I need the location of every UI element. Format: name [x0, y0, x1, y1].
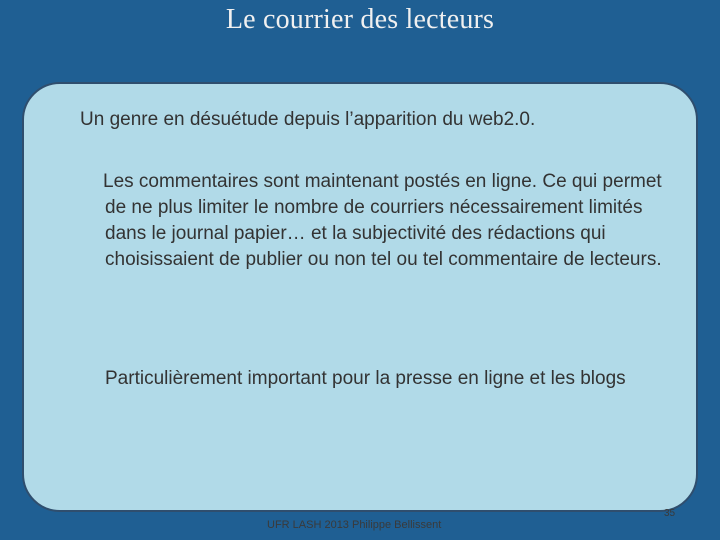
paragraph-intro: Un genre en désuétude depuis l’apparition du web2.0. — [80, 109, 536, 130]
slide-title: Le courrier des lecteurs — [225, 4, 495, 35]
content-box — [22, 82, 698, 512]
paragraph-comments: Les commentaires sont maintenant postés en ligne. Ce qui permet de ne plus limiter le nombre de courriers nécessairement limités dans le journal papier… et la subjectivité des rédactions qui choisissaient de publier ou non tel ou tel commentaire de lecteurs. — [103, 171, 662, 270]
footer-text: UFR LASH 2013 Philippe Bellissent — [267, 519, 442, 531]
paragraph-importance: Particulièrement important pour la presse en ligne et les blogs — [105, 368, 626, 389]
page-number: 35 — [664, 508, 676, 519]
